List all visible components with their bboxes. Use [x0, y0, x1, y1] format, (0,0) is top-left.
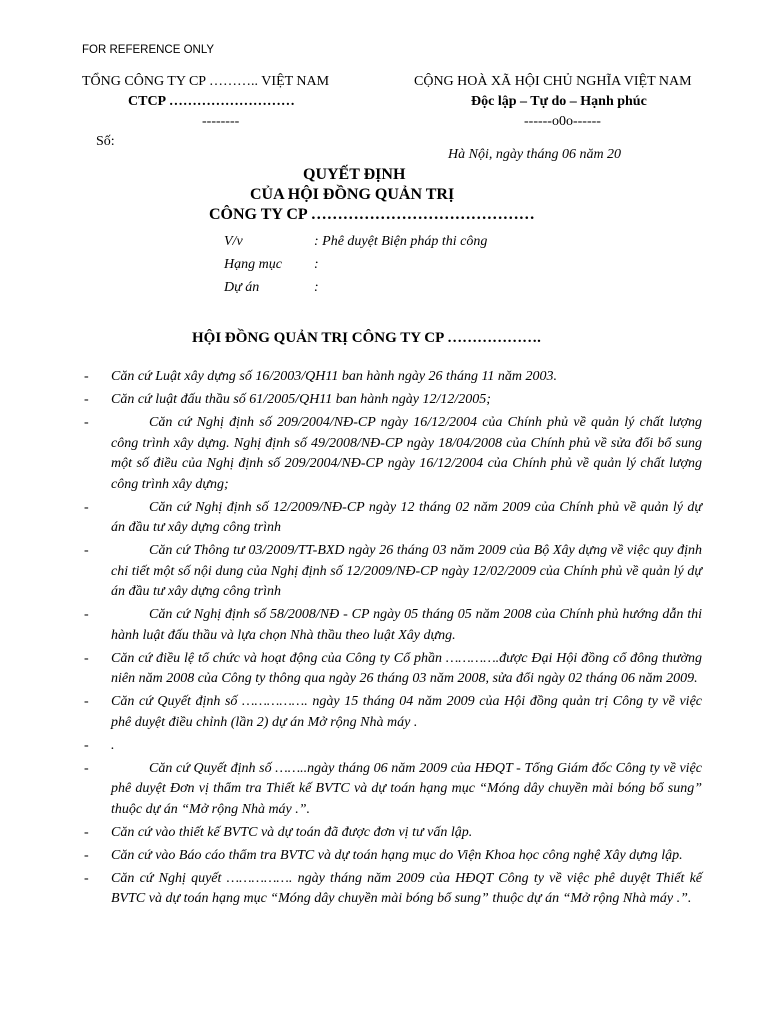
list-item [78, 367, 702, 388]
list-item [78, 413, 702, 495]
list-item-text: Căn cứ Nghị định số 209/2004/NĐ-CP ngày 16/12/2004 của Chính phủ về quản lý chất lượng công trình xây dựng. Nghị định số 49/2008/NĐ-CP ngày 18/04/2008 của Chính phủ về sửa đổi bổ sung một số điều của Nghị định số 209/2004/NĐ-CP ngày 16/12/2004 của Chính phủ về quản lý chất lượng công trình xây dựng; [111, 415, 702, 492]
company-name: TỔNG CÔNG TY CP ……….. VIỆT NAM [82, 74, 330, 89]
list-item [78, 390, 702, 411]
category-label: Hạng mục [224, 257, 282, 272]
list-item-text: Căn cứ Quyết định số ……..ngày tháng 06 năm 2009 của HĐQT - Tổng Giám đốc Công ty về việc phê duyệt Đơn vị thẩm tra Thiết kế BVTC và dự toán hạng mục “Móng dây chuyền mài bóng bổ sung” thuộc dự án “Mở rộng Nhà máy .”. [111, 760, 702, 817]
bullet-dash: - [84, 760, 89, 776]
bullet-dash: - [84, 737, 89, 753]
list-item-text: Căn cứ vào Báo cáo thẩm tra BVTC và dự toán hạng mục do Viện Khoa học công nghệ Xây dựng lập. [111, 847, 683, 863]
list-item-text: Căn cứ Nghị định số 12/2009/NĐ-CP ngày 12 tháng 02 năm 2009 của Chính phủ về quản lý dự án đầu tư xây dựng công trình [111, 499, 702, 535]
bullet-dash: - [84, 847, 89, 863]
bullet-dash: - [84, 392, 89, 407]
list-item-text: Căn cứ điều lệ tổ chức và hoạt động của Công ty Cổ phần ………….được Đại Hội đồng cổ đông thường niên năm 2008 của Công ty thông qua ngày 26 tháng 03 năm 2008, sửa đổi ngày 02 tháng 06 năm 2009. [111, 650, 702, 686]
list-item-text: Căn cứ vào thiết kế BVTC và dự toán đã được đơn vị tư vấn lập. [111, 824, 473, 840]
decision-issuer: CỦA HỘI ĐỒNG QUẢN TRỊ [250, 186, 455, 203]
bullet-dash: - [84, 650, 89, 666]
list-item-text: Căn cứ Nghị định số 58/2008/NĐ - CP ngày 05 tháng 05 năm 2008 của Chính phủ hướng dẫn thi hành luật đấu thầu và lựa chọn Nhà thầu theo luật Xây dựng. [111, 607, 702, 643]
list-item-text: Căn cứ luật đấu thầu số 61/2005/QH11 ban hành ngày 12/12/2005; [111, 392, 491, 407]
bullet-dash: - [84, 499, 89, 515]
project-label: Dự án [224, 280, 260, 295]
list-item-text: . [111, 737, 115, 753]
list-item-text: Căn cứ Nghị quyết ……………. ngày tháng năm 2009 của HĐQT Công ty về việc phê duyệt Thiết kế BVTC và dự toán hạng mục “Móng dây chuyền mài bóng bổ sung” thuộc dự án “Mở rộng Nhà máy .”. [111, 870, 702, 906]
bullet-dash: - [84, 824, 89, 840]
national-motto: Độc lập – Tự do – Hạnh phúc [471, 94, 647, 109]
document-number-label: Số: [96, 134, 115, 149]
legal-basis-list [78, 367, 702, 912]
subject-label: V/v [224, 234, 243, 249]
place-and-date: Hà Nội, ngày tháng 06 năm 20 [448, 147, 622, 162]
bullet-dash: - [84, 415, 89, 430]
right-divider: ------o0o------ [524, 114, 601, 129]
bullet-dash: - [84, 369, 89, 384]
list-item [78, 736, 702, 757]
sub-company-name: CTCP ……………………… [128, 94, 295, 109]
list-item [78, 649, 702, 690]
bullet-dash: - [84, 543, 89, 558]
bullet-dash: - [84, 694, 89, 709]
list-item [78, 846, 702, 867]
list-item [78, 498, 702, 539]
bullet-dash: - [84, 870, 89, 886]
bullet-dash: - [84, 607, 89, 622]
list-item-text: Căn cứ Luật xây dựng số 16/2003/QH11 ban hành ngày 26 tháng 11 năm 2003. [111, 369, 558, 384]
nation-title: CỘNG HOÀ XÃ HỘI CHỦ NGHĨA VIỆT NAM [414, 74, 692, 89]
list-item-text: Căn cứ Quyết định số ……………. ngày 15 tháng 04 năm 2009 của Hội đồng quản trị Công ty về việc phê duyệt điều chỉnh (lần 2) dự án Mở rộng Nhà máy . [111, 694, 702, 730]
list-item [78, 759, 702, 821]
list-item [78, 869, 702, 910]
list-item [78, 541, 702, 603]
list-item [78, 692, 702, 733]
reference-note: FOR REFERENCE ONLY [82, 44, 215, 56]
list-item-text: Căn cứ Thông tư 03/2009/TT-BXD ngày 26 tháng 03 năm 2009 của Bộ Xây dựng về việc quy định chi tiết một số nội dung của Nghị định số 12/2009/NĐ-CP ngày 12/02/2009 của Chính phủ về quản lý dự án đầu tư xây dựng công trình [111, 543, 702, 599]
decision-company: CÔNG TY CP …………………………………… [209, 206, 535, 223]
decision-title: QUYẾT ĐỊNH [303, 166, 406, 183]
left-divider: -------- [202, 114, 240, 129]
board-heading: HỘI ĐỒNG QUẢN TRỊ CÔNG TY CP ………………. [192, 330, 541, 346]
list-item [78, 605, 702, 646]
subject-value: : Phê duyệt Biện pháp thi công [314, 234, 488, 249]
list-item [78, 823, 702, 844]
project-value: : [314, 280, 319, 295]
category-value: : [314, 257, 319, 272]
